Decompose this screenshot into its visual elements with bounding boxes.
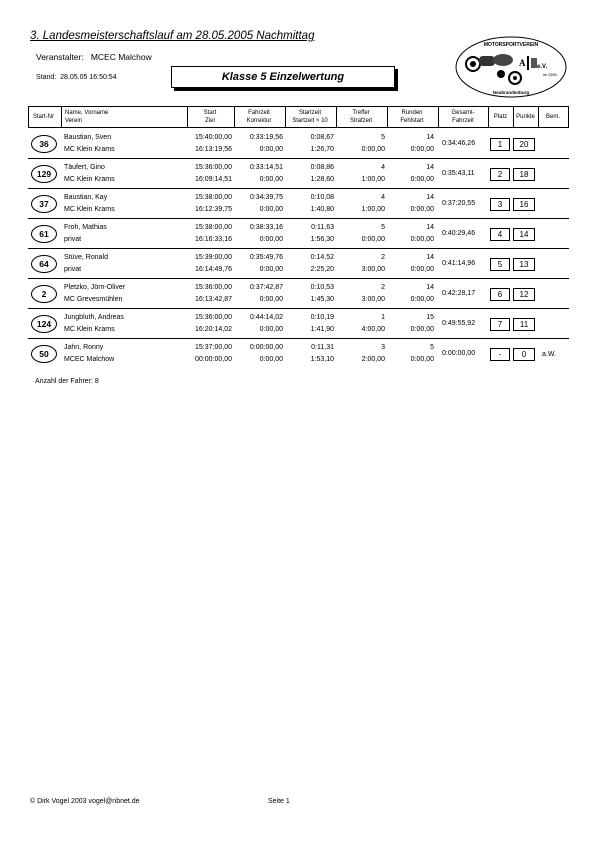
start-time: 15:40:00,00 [195, 134, 232, 141]
drive-time: 0:00:00,00 [249, 344, 283, 351]
start-time: 15:39:00,00 [195, 254, 232, 261]
table-row [28, 309, 569, 339]
hits: 2 [381, 284, 385, 291]
organizer-line [36, 52, 152, 62]
drive-time: 0:34:39,75 [249, 194, 283, 201]
place-box: 2 [490, 168, 510, 181]
penalty-time: 1:00,00 [361, 176, 385, 183]
col-name-line2: Verein [65, 118, 83, 124]
table-row [28, 339, 569, 369]
rider-count: Anzahl der Fahrer: 8 [35, 378, 99, 385]
logo-top-text: MOTORSPORTVEREIN [483, 42, 539, 48]
organizer-value: MCEC Malchow [90, 52, 152, 62]
drive-time: 0:37:42,87 [249, 284, 283, 291]
rider-name: Baustian, Sven [64, 134, 112, 141]
start-time-x10: 2:25,20 [310, 266, 334, 273]
start-time-x10: 1:26,70 [310, 146, 334, 153]
laps: 5 [430, 344, 434, 351]
page-number: Seite 1 [268, 798, 290, 805]
col-fahrzeit-line2: Korrektur [246, 118, 272, 124]
table-row [28, 249, 569, 279]
start-time-x10: 1:45,30 [310, 296, 334, 303]
start-time: 15:36:00,00 [195, 284, 232, 291]
stand-label: Stand: [36, 74, 57, 81]
table-row [28, 129, 569, 159]
drive-time: 0:33:19,56 [249, 134, 283, 141]
start-time: 15:36:00,00 [195, 164, 232, 171]
finish-time: 00:00:00,00 [195, 356, 232, 363]
col-treffer-line2: Strafzeit [349, 118, 372, 124]
points-box: 13 [513, 258, 535, 271]
place-box: 1 [490, 138, 510, 151]
start-time-value: 0:11,63 [311, 224, 334, 231]
correction: 0:00,00 [259, 356, 283, 363]
logo-right-text: im DMV [543, 72, 558, 77]
total-time: 0:41:14,96 [442, 260, 476, 267]
rider-name: Täufert, Gino [64, 164, 105, 171]
penalty-time: 3:00,00 [361, 296, 385, 303]
col-treffer-line1: Treffer [352, 110, 370, 116]
laps: 14 [426, 284, 434, 291]
place-box: 7 [490, 318, 510, 331]
rider-club: MCEC Malchow [64, 356, 115, 363]
start-time-x10: 1:28,60 [310, 176, 334, 183]
col-gesamt-line1: Gesamt- [451, 110, 475, 116]
class-title-box: Klasse 5 Einzelwertung [171, 66, 395, 88]
start-number: 36 [31, 135, 57, 153]
laps: 14 [426, 134, 434, 141]
points-box: 18 [513, 168, 535, 181]
col-punkte: Punkte [516, 114, 535, 120]
total-time: 0:37:20,55 [442, 200, 476, 207]
points-box: 0 [513, 348, 535, 361]
correction: 0:00,00 [259, 266, 283, 273]
correction: 0:00,00 [259, 206, 283, 213]
start-time: 15:36:00,00 [195, 314, 232, 321]
start-time-value: 0:10,08 [310, 194, 334, 201]
start-number: 124 [31, 315, 57, 333]
points-box: 11 [513, 318, 535, 331]
rider-club: privat [64, 236, 82, 243]
table-header [28, 106, 569, 128]
col-platz: Platz [493, 114, 508, 120]
stand-value: 28.05.05 16:50:54 [60, 74, 117, 81]
rider-club: privat [64, 266, 82, 273]
col-startzeit [285, 107, 335, 127]
start-time: 15:38:00,00 [195, 224, 232, 231]
place-box: 4 [490, 228, 510, 241]
false-start: 0:00,00 [410, 266, 434, 273]
start-number: 61 [31, 225, 57, 243]
stand-line [36, 74, 117, 81]
start-time-value: 0:14,52 [310, 254, 334, 261]
start-time: 15:37:00,00 [195, 344, 232, 351]
col-gesamt-line2: Fahrzeit [452, 118, 474, 124]
start-time: 15:38:00,00 [195, 194, 232, 201]
place-box: 5 [490, 258, 510, 271]
start-time-x10: 1:53,10 [310, 356, 334, 363]
svg-text:A: A [519, 58, 526, 68]
total-time: 0:40:29,46 [442, 230, 476, 237]
penalty-time: 3:00,00 [361, 266, 385, 273]
rider-name: Baustian, Kay [64, 194, 108, 201]
start-time-value: 0:08,86 [310, 164, 334, 171]
hits: 4 [381, 164, 385, 171]
start-time-value: 0:11,31 [311, 344, 334, 351]
drive-time: 0:33:14,51 [249, 164, 283, 171]
false-start: 0:00,00 [410, 296, 434, 303]
laps: 14 [426, 224, 434, 231]
finish-time: 16:20:14,02 [195, 326, 232, 333]
start-number: 37 [31, 195, 57, 213]
total-time: 0:49:55,92 [442, 320, 476, 327]
col-gesamt [438, 107, 488, 127]
hits: 4 [381, 194, 385, 201]
false-start: 0:00,00 [410, 206, 434, 213]
col-fahrzeit [234, 107, 284, 127]
start-time-value: 0:10,53 [310, 284, 334, 291]
penalty-time: 0:00,00 [361, 146, 385, 153]
laps: 15 [426, 314, 434, 321]
col-startzeit-line1: Startzeit [298, 110, 321, 116]
start-number: 64 [31, 255, 57, 273]
col-name-line1: Name, Vorname [65, 110, 109, 116]
points-box: 20 [513, 138, 535, 151]
false-start: 0:00,00 [410, 326, 434, 333]
false-start: 0:00,00 [410, 146, 434, 153]
correction: 0:00,00 [259, 296, 283, 303]
table-row [28, 219, 569, 249]
col-runden-line1: Runden [401, 110, 423, 116]
points-box: 14 [513, 228, 535, 241]
place-box: 6 [490, 288, 510, 301]
penalty-time: 2:00,00 [361, 356, 385, 363]
drive-time: 0:35:49,76 [249, 254, 283, 261]
rider-club: MC Grevesmühlen [64, 296, 123, 303]
club-logo [455, 36, 567, 98]
place-box: - [490, 348, 510, 361]
hits: 5 [381, 134, 385, 141]
laps: 14 [426, 194, 434, 201]
footer-copyright: © Dirk Vogel 2003 vogel@nbnet.de [30, 798, 140, 805]
finish-time: 16:09:14,51 [195, 176, 232, 183]
organizer-label: Veranstalter: [36, 52, 84, 62]
hits: 1 [381, 314, 385, 321]
col-start-line1: Start [203, 110, 217, 116]
rider-name: Froh, Mathias [64, 224, 107, 231]
rider-name: Jungbluth, Andreas [64, 314, 124, 321]
correction: 0:00,00 [259, 146, 283, 153]
page-title: 3. Landesmeisterschaftslauf am 28.05.2005 Nachmittag [30, 30, 315, 42]
start-time-value: 0:08,67 [310, 134, 334, 141]
start-time-value: 0:10,19 [310, 314, 334, 321]
col-start-line2: Ziel [205, 118, 215, 124]
rider-name: Stüve, Ronald [64, 254, 108, 261]
correction: 0:00,00 [259, 326, 283, 333]
correction: 0:00,00 [259, 176, 283, 183]
penalty-time: 1:00,00 [361, 206, 385, 213]
hits: 5 [381, 224, 385, 231]
col-runden [387, 107, 437, 127]
points-box: 16 [513, 198, 535, 211]
drive-time: 0:44:14,02 [249, 314, 283, 321]
rider-club: MC Klein Krams [64, 146, 115, 153]
table-row [28, 279, 569, 309]
total-time: 0:34:46,26 [442, 140, 476, 147]
remark: a.W. [542, 351, 557, 358]
rider-name: Jahn, Ronny [64, 344, 104, 351]
false-start: 0:00,00 [410, 236, 434, 243]
penalty-time: 0:00,00 [361, 236, 385, 243]
finish-time: 16:12:39,75 [195, 206, 232, 213]
total-time: 0:42:28,17 [442, 290, 476, 297]
logo-middle-text: e.V. [537, 64, 548, 70]
false-start: 0:00,00 [410, 176, 434, 183]
col-startnr: Start-Nr [33, 114, 54, 120]
table-row [28, 189, 569, 219]
drive-time: 0:38:33,16 [249, 224, 283, 231]
col-startzeit-line2: Startzeit × 10 [292, 118, 328, 124]
table-row [28, 159, 569, 189]
false-start: 0:00,00 [410, 356, 434, 363]
laps: 14 [426, 164, 434, 171]
start-time-x10: 1:41,90 [310, 326, 334, 333]
total-time: 0:00:00,00 [442, 350, 476, 357]
logo-bottom-text: Neubrandenburg [492, 90, 530, 95]
col-fahrzeit-line1: Fahrzeit [248, 110, 270, 116]
start-number: 2 [31, 285, 57, 303]
finish-time: 16:16:33,16 [195, 236, 232, 243]
finish-time: 16:13:19,56 [195, 146, 232, 153]
start-time-x10: 1:40,80 [310, 206, 334, 213]
correction: 0:00,00 [259, 236, 283, 243]
place-box: 3 [490, 198, 510, 211]
col-runden-line2: Fehlstart [400, 118, 424, 124]
col-treffer [336, 107, 386, 127]
total-time: 0:35:43,11 [442, 170, 475, 177]
hits: 2 [381, 254, 385, 261]
finish-time: 16:13:42,87 [195, 296, 232, 303]
rider-club: MC Klein Krams [64, 206, 115, 213]
col-bem: Bem. [545, 114, 560, 120]
rider-club: MC Klein Krams [64, 176, 115, 183]
points-box: 12 [513, 288, 535, 301]
penalty-time: 4:00,00 [361, 326, 385, 333]
rider-name: Pletzko, Jörn-Oliver [64, 284, 126, 291]
col-name [65, 107, 185, 127]
hits: 3 [381, 344, 385, 351]
finish-time: 16:14:49,76 [195, 266, 232, 273]
col-start [187, 107, 233, 127]
start-number: 129 [31, 165, 57, 183]
start-time-x10: 1:56,30 [310, 236, 334, 243]
rider-club: MC Klein Krams [64, 326, 115, 333]
laps: 14 [426, 254, 434, 261]
start-number: 50 [31, 345, 57, 363]
